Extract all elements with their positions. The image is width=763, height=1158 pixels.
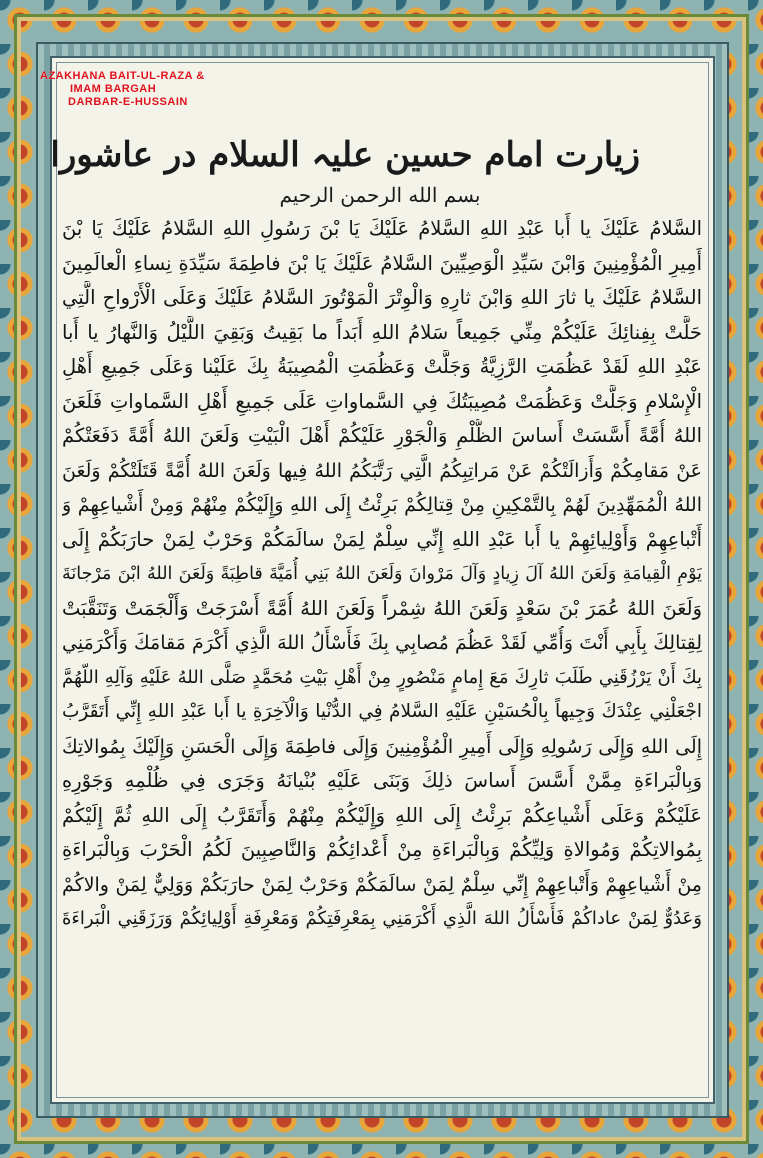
text-line: بِكَ أَنْ يَرْزُقَنِي طَلَبَ ثارِكَ مَعَ إِمامٍ مَنْصُورٍ مِنْ أَهْلِ بَيْتِ مُحَمَّدٍ صَلَّى اللهُ عَلَيْهِ وَآلِهِ اللّهُمَّ: [62, 666, 702, 688]
page-title: زیارت امام حسین علیہ السلام در عاشورا: [50, 135, 640, 175]
text-line: وَعَدُوٌّ لِمَنْ عاداكُمْ فَأَسْأَلُ اللهَ الَّذِي أَكْرَمَنِي بِمَعْرِفَتِكُمْ وَمَعْرِفَةِ أَوْلِيائِكُمْ وَرَزَقَنِي الْبَراءَةَ: [62, 908, 702, 929]
watermark-line-3: DARBAR-E-HUSSAIN: [68, 96, 188, 108]
text-line: عَبْدِ اللهِ لَقَدْ عَظُمَتِ الرَّزِيَّةُ وَجَلَّتْ وَعَظُمَتِ الْمُصِيبَةُ بِكَ عَلَيْنا وَعَلَى جَمِيعِ أَهْلِ: [62, 355, 702, 378]
text-line: السَّلامُ عَلَيْكَ يا أَبا عَبْدِ اللهِ السَّلامُ عَلَيْكَ يَا بْنَ رَسُولِ اللهِ السَّلامُ عَلَيْكَ يَا بْنَ: [62, 217, 702, 240]
text-line: إِلَى اللهِ وَإِلَى رَسُولِهِ وَإِلَى أَمِيرِ الْمُؤْمِنِينَ وَإِلَى فاطِمَةَ وَإِلَى الْحَسَنِ وَإِلَيْكَ بِمُوالاتِكَ: [62, 735, 702, 758]
text-line: عَنْ مَقامِكُمْ وَأَزالَتْكُمْ عَنْ مَراتِبِكُمُ الَّتِي رَتَّبَكُمُ اللهُ فِيها وَلَعَنَ اللهُ أُمَّةً قَتَلَتْكُمْ وَلَعَنَ: [62, 459, 702, 482]
text-line: أَمِيرِ الْمُؤْمِنِينَ وَابْنَ سَيِّدِ الْوَصِيِّينَ السَّلامُ عَلَيْكَ يَا بْنَ فاطِمَةَ سَيِّدَةِ نِساءِ الْعالَمِينَ: [62, 251, 702, 275]
text-line: وَبِالْبَراءَةِ مِمَّنْ أَسَّسَ أَساسَ ذلِكَ وَبَنَى عَلَيْهِ بُنْيانَهُ وَجَرَى فِي ظُلْمِهِ وَجَوْرِهِ: [62, 769, 702, 792]
bismillah: بسم الله الرحمن الرحیم: [279, 183, 481, 207]
text-line: يَوْمِ الْقِيامَةِ وَلَعَنَ اللهُ آلَ زِيادٍ وَآلَ مَرْوانَ وَلَعَنَ اللهُ بَنِي أُمَيَّةَ قاطِبَةً وَلَعَنَ اللهُ ابْنَ مَرْجانَةَ: [62, 564, 702, 584]
text-line: بِمُوالاتِكُمْ وَمُوالاةِ وَلِيِّكُمْ وَبِالْبَراءَةِ مِنْ أَعْدائِكُمْ وَالنَّاصِبِينَ لَكُمُ الْحَرْبَ وَبِالْبَراءَةِ: [62, 838, 702, 861]
text-line: الْإِسْلامِ وَجَلَّتْ وَعَظُمَتْ مُصِيبَتُكَ فِي السَّماواتِ عَلَى جَمِيعِ أَهْلِ السَّماواتِ فَلَعَنَ: [62, 389, 702, 413]
ziyarat-text: [62, 212, 702, 1092]
text-line: اجْعَلْنِي عِنْدَكَ وَجِيهاً بِالْحُسَيْنِ عَلَيْهِ السَّلامُ فِي الدُّنْيا وَالْآخِرَةِ يا أَبا عَبْدِ اللهِ إِنِّي أَتَقَرَّبُ: [62, 701, 702, 722]
watermark-line-2: IMAM BARGAH: [70, 83, 157, 95]
text-line: عَلَيْكُمْ وَعَلَى أَشْياعِكُمْ بَرِئْتُ إِلَى اللهِ وَإِلَيْكُمْ مِنْهُمْ وَأَتَقَرَّبُ إِلَى اللهِ ثُمَّ إِلَيْكُمْ: [62, 803, 702, 827]
text-line: اللهُ أُمَّةً أَسَّسَتْ أَساسَ الظُّلْمِ وَالْجَوْرِ عَلَيْكُمْ أَهْلَ الْبَيْتِ وَلَعَنَ اللهُ أُمَّةً دَفَعَتْكُمْ: [62, 424, 702, 447]
text-line: حَلَّتْ بِفِنائِكَ عَلَيْكُمْ مِنِّي جَمِيعاً سَلامُ اللهِ أَبَداً ما بَقِيتُ وَبَقِيَ اللَّيْلُ وَالنَّهارُ يا أَبا: [62, 320, 702, 344]
text-line: مِنْ أَشْياعِهِمْ وَأَتْباعِهِمْ إِنِّي سِلْمٌ لِمَنْ سالَمَكُمْ وَحَرْبٌ لِمَنْ حارَبَكُمْ وَوَلِيٌّ لِمَنْ والاكُمْ: [62, 873, 702, 896]
text-line: أَتْباعِهِمْ وَأَوْلِيائِهِمْ يا أَبا عَبْدِ اللهِ إِنِّي سِلْمٌ لِمَنْ سالَمَكُمْ وَحَرْبٌ لِمَنْ حارَبَكُمْ إِلَى: [62, 527, 702, 551]
text-line: اللهُ الْمُمَهِّدِينَ لَهُمْ بِالتَّمْكِينِ مِنْ قِتالِكُمْ بَرِئْتُ إِلَى اللهِ وَإِلَيْكُمْ مِنْهُمْ وَمِنْ أَشْياعِهِمْ وَ: [62, 494, 702, 516]
watermark: [40, 70, 310, 109]
watermark-line-1: AZAKHANA BAIT-UL-RAZA &: [40, 70, 205, 82]
text-line: لِقِتالِكَ بِأَبِي أَنْتَ وَأُمِّي لَقَدْ عَظُمَ مُصابِي بِكَ فَأَسْأَلُ اللهَ الَّذِي أَكْرَمَ مَقامَكَ وَأَكْرَمَنِي: [62, 632, 702, 654]
text-line: وَلَعَنَ اللهُ عُمَرَ بْنَ سَعْدٍ وَلَعَنَ اللهُ شِمْراً وَلَعَنَ اللهُ أُمَّةً أَسْرَجَتْ وَأَلْجَمَتْ وَتَنَقَّبَتْ: [62, 596, 702, 620]
text-line: السَّلامُ عَلَيْكَ يا ثارَ اللهِ وَابْنَ ثارِهِ وَالْوِتْرَ الْمَوْتُورَ السَّلامُ عَلَيْكَ وَعَلَى الْأَرْواحِ الَّتِي: [62, 286, 702, 309]
